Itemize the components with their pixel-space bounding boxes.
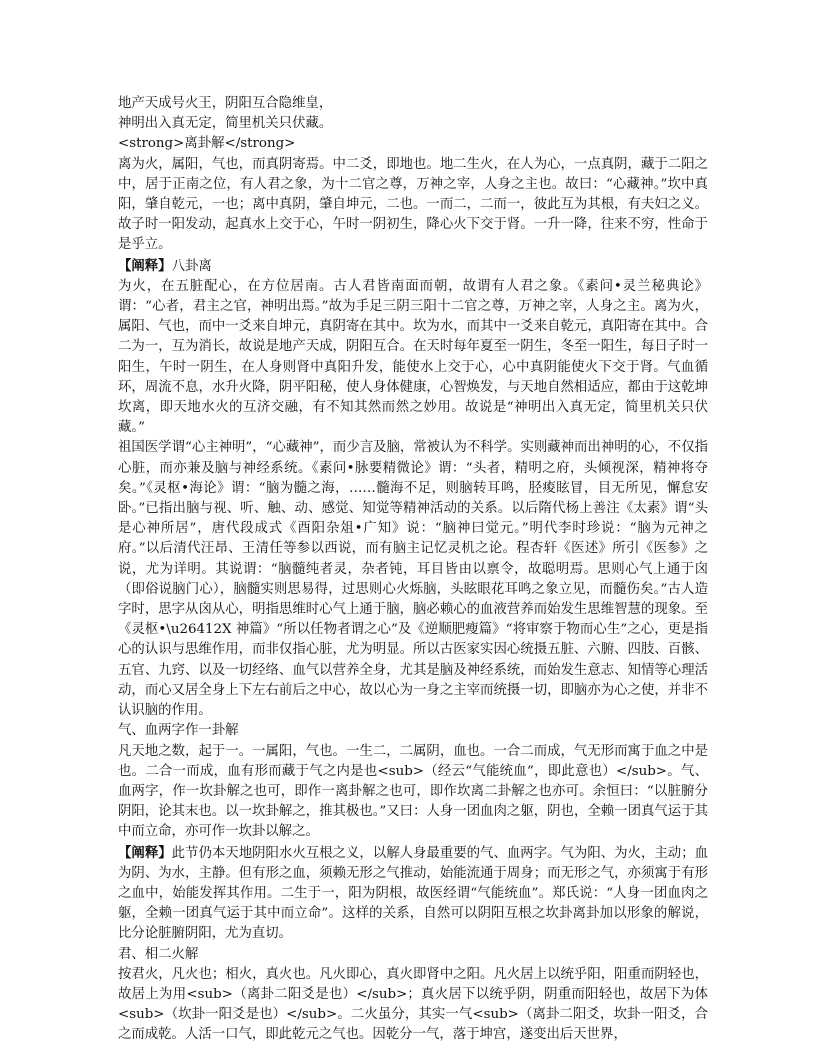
verse-line: 神明出入真无定，简里机关只伏藏。: [118, 116, 333, 132]
section-heading-qi-blood: 气、血两字作一卦解: [118, 723, 239, 739]
commentary-bracket: 【阐释】: [118, 257, 172, 274]
paragraph-qi-blood: 凡天地之数，起于一。一属阳，气也。一生二，二属阴，血也。一合二而成，气无形而寓于血之中是也。二合一而成，血有形而藏于气之内是也<sub>（经云“气能统血”，即此意也）</sub>。气、血两字，作一坎卦解之也可，即作一离卦解之也可，即作坎离二卦解之也亦可。余恒曰：“以脏腑分阴阳，论其末也。以一坎卦解之，推其极也。”又曰：人身一团血肉之躯，阴也，全赖一团真气运于其中而立命，亦可作一坎卦以解之。: [118, 743, 708, 840]
commentary-bracket: 【阐释】: [118, 844, 172, 861]
paragraph-li-gua: 离为火，属阳，气也，而真阴寄焉。中二爻，即地也。地二生火，在人为心，一点真阴，藏于二阳之中，居于正南之位，有人君之象，为十二官之尊，万神之宰，人身之主也。故曰：“心藏神。”坎中真阳，肇自乾元，一也；离中真阴，肇自坤元，二也。一而二，二而一，彼此互为其根，有夫妇之义。故子时一阳发动，起真水上交于心，午时一阴初生，降心火下交于肾。一升一降，往来不穷，性命于是乎立。: [118, 156, 708, 253]
commentary-heading: [118, 256, 708, 277]
paragraph-fire: 按君火，凡火也；相火，真火也。凡火即心，真火即肾中之阳。凡火居上以统乎阳，阳重而阴轻也，故居上为用<sub>（离卦二阳爻是也）</sub>；真火居下以统乎阴，阴重而阳轻也，故居下为体<sub>（坎卦一阳爻是也）</sub>。二火虽分，其实一气<sub>（离卦二阳爻，坎卦一阳爻，合之而成乾。人活一口气，即此乾元之气也。因乾分一气，落于坤宫，遂变出后天世界，: [118, 966, 708, 1043]
section-heading-li-gua: <strong>离卦解</strong>: [118, 136, 296, 152]
section-heading-fire: 君、相二火解: [118, 946, 199, 962]
commentary-title: 八卦离: [171, 258, 212, 274]
paragraph-brain: 祖国医学谓“心主神明”，“心藏神”，而少言及脑，常被认为不科学。实则藏神而出神明的心，不仅指心脏，而亦兼及脑与神经系统。《素问•脉要精微论》谓：“头者，精明之府，头倾视深，精神将夺矣。”《灵枢•海论》谓：“脑为髓之海，……髓海不足，则脑转耳鸣，胫痠眩冒，目无所见，懈怠安卧。”已指出脑与视、听、触、动、感觉、知觉等精神活动的关系。以后隋代杨上善注《太素》谓“头是心神所居”，唐代段成式《酉阳杂俎•广知》说：“脑神曰觉元。”明代李时珍说：“脑为元神之府。”以后清代汪昂、王清任等参以西说，而有脑主记忆灵机之论。程杏轩《医述》所引《医参》之说，尤为详明。其说谓：“脑髓纯者灵，杂者钝，耳目皆由以禀令，故聪明焉。思则心气上通于囟（即俗说脑门心），脑髓实则思易得，过思则心火烁脑，头眩眼花耳鸣之象立见，而髓伤矣。”古人造字时，思字从囟从心，明指思维时心气上通于脑，脑必赖心的血液营养而始发生思维智慧的现象。至《灵枢•\u26412X 神篇》“所以任物者谓之心”及《逆顺肥瘦篇》“将审察于物而心生”之心，更是指心的认识与思维作用，而非仅指心脏，尤为明显。所以古医家实因心统摄五脏、六腑、四肢、百骸、五官、九窍、以及一切经络、血气以营养全身，尤其是脑及神经系统，而始发生意志、知情等心理活动，而心又居全身上下左右前后之中心，故以心为一身之主宰而统摄一切，即脑亦为心之使，并非不认识脑的作用。: [118, 440, 708, 719]
commentary-text: 此节仍本天地阴阳水火互根之义，以解人身最重要的气、血两字。气为阳、为火，主动；血为阴、为水，主静。但有形之血，须赖无形之气推动，始能流通于周身；而无形之气，亦须寓于有形之血中，始能发挥其作用。二生于一，阳为阴根，故医经谓“气能统血”。郑氏说：“人身一团血肉之躯，全赖一团真气运于其中而立命”。这样的关系，自然可以阴阳互根之坎卦离卦加以形象的解说，比分论脏腑阴阳，尤为直切。: [118, 845, 708, 942]
verse-line: 地产天成号火王，阴阳互合隐维皇，: [118, 96, 333, 111]
paragraph-commentary-li: 为火，在五脏配心，在方位居南。古人君皆南面而朝，故谓有人君之象。《素问•灵兰秘典论》谓：“心者，君主之官，神明出焉。”故为手足三阴三阳十二官之尊，万神之宰，人身之主。离为火，属阳、气也，而中一爻来自坤元，真阴寄在其中。坎为水，而其中一爻来自乾元，真阳寄在其中。合二为一，互为消长，故说是地产天成，阴阳互合。在天时每年夏至一阴生，冬至一阳生，每日子时一阳生，午时一阴生，在人身则肾中真阳升发，能使水上交于心，心中真阴能使火下交于肾。气血循环，周流不息，水升火降，阴平阳秘，使人身体健康，心智焕发，与天地自然相适应，都由于这乾坤坎离，即天地水火的互济交融，有不知其然而然之妙用。故说是“神明出入真无定，简里机关只伏藏。”: [118, 278, 708, 436]
document-page: [118, 94, 708, 1046]
paragraph-commentary-qi-blood: [118, 843, 708, 945]
